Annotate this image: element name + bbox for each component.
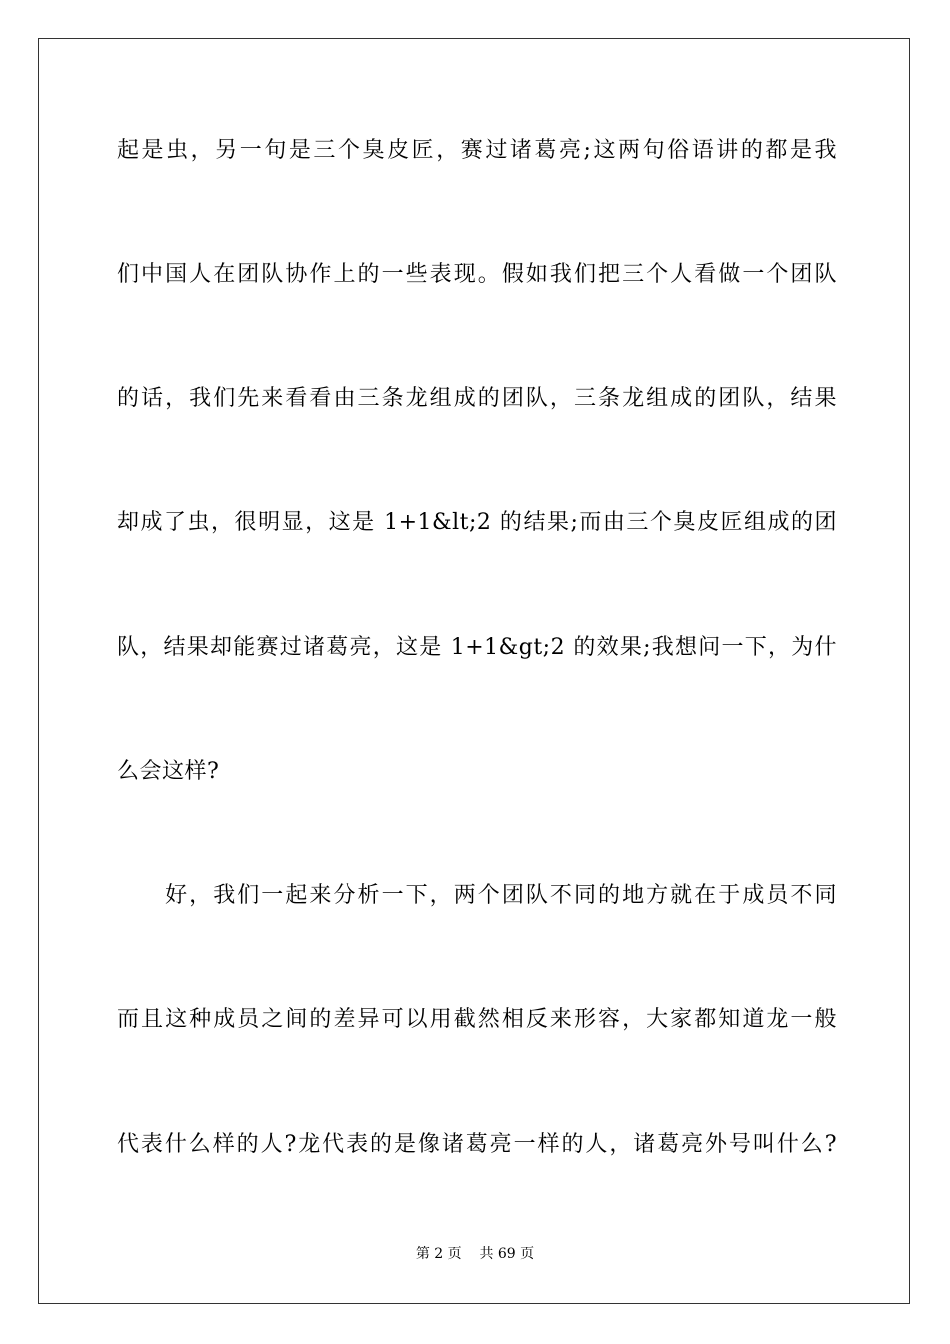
page-total: 共 69 页 [479,1246,535,1262]
text-line: 代表什么样的人?龙代表的是像诸葛亮一样的人，诸葛亮外号叫什么? [117,1132,837,1157]
text-line: 队，结果却能赛过诸葛亮，这是 1+1&gt;2 的效果;我想问一下，为什 [117,635,837,660]
text-line: 却成了虫，很明显，这是 1+1&lt;2 的结果;而由三个臭皮匠组成的团 [117,510,837,535]
page-number: 第 2 页 [415,1246,462,1262]
text-line: 起是虫，另一句是三个臭皮匠，赛过诸葛亮;这两句俗语讲的都是我 [117,138,837,163]
text-line: 们中国人在团队协作上的一些表现。假如我们把三个人看做一个团队 [117,262,837,287]
page-border [38,38,910,1304]
text-line: 而且这种成员之间的差异可以用截然相反来形容，大家都知道龙一般 [117,1007,837,1032]
page-footer [0,1244,950,1264]
text-line: 好，我们一起来分析一下，两个团队不同的地方就在于成员不同 [117,883,837,908]
text-line: 的话，我们先来看看由三条龙组成的团队，三条龙组成的团队，结果 [117,386,837,411]
text-line: 么会这样? [117,759,220,784]
